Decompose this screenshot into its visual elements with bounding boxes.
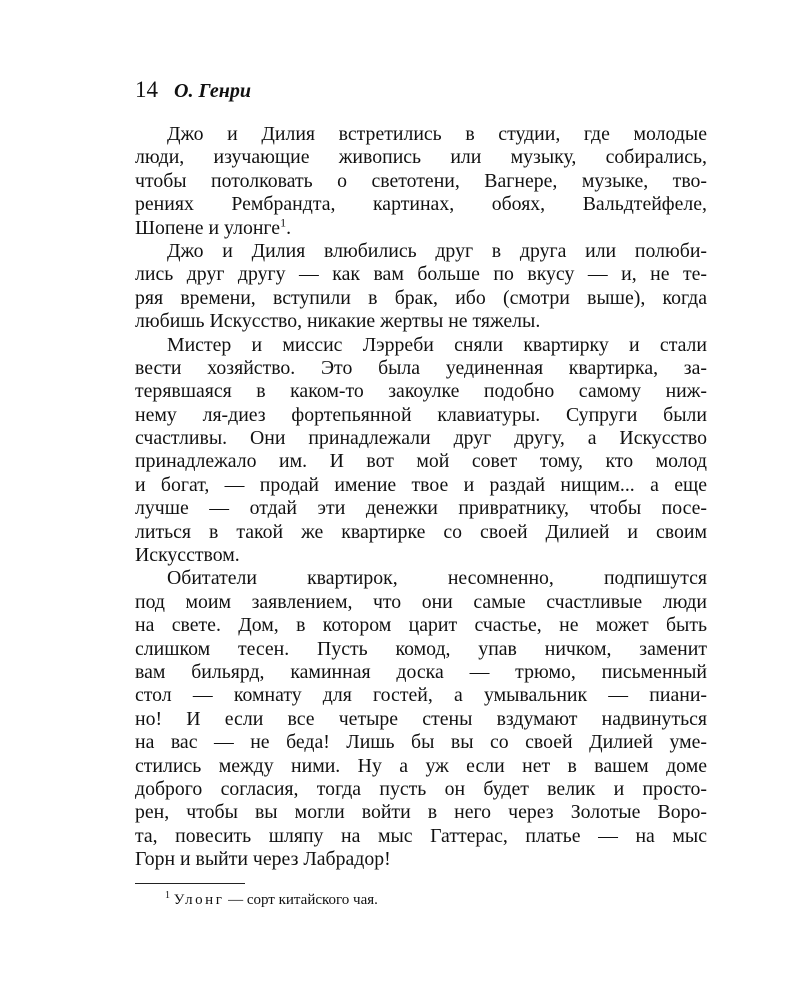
- text-line: лучше — отдай эти денежки привратнику, чтобы посе-: [135, 497, 707, 520]
- text-line: на вас — не беда! Лишь бы вы со своей Дилией уме-: [135, 731, 707, 754]
- text-line: Джо и Дилия встретились в студии, где молодые: [167, 123, 707, 145]
- text-line: Обитатели квартирок, несомненно, подпишутся: [167, 567, 707, 590]
- text-line: та, повесить шляпу на мыс Гаттерас, платье — на мыс: [135, 824, 707, 847]
- running-head: [135, 76, 251, 104]
- text-line: рениях Рембрандта, картинах, обоях, Вальдтейфеле,: [135, 193, 707, 216]
- text-line: но! И если все четыре стены вздумают надвинуться: [135, 707, 707, 730]
- text-line: любишь Искусство, никакие жертвы не тяжелы.: [135, 310, 541, 333]
- text-line: ряя времени, вступили в брак, ибо (смотри выше), когда: [135, 286, 707, 309]
- text-line: вам бильярд, каминная доска — трюмо, письменный: [135, 660, 707, 683]
- text-line: и богат, — продай имение твое и раздай нищим... а еще: [135, 473, 707, 496]
- text-line: под моим заявлением, что они самые счастливые люди: [135, 590, 707, 613]
- text-line: литься в такой же квартирке со своей Дилией и своим: [135, 520, 707, 543]
- text-line: стились между ними. Ну а уж если нет в вашем доме: [135, 754, 707, 777]
- text-line: счастливы. Они принадлежали друг другу, а Искусство: [135, 427, 707, 450]
- footnote-divider: [135, 883, 245, 884]
- author-name: О. Генри: [174, 80, 252, 102]
- text-line: рен, чтобы вы могли войти в него через Золотые Воро-: [135, 801, 707, 824]
- text-line: терявшаяся в каком-то закоулке подобно самому ниж-: [135, 380, 707, 403]
- text-line: нему ля-диез фортепьянной клавиатуры. Супруги были: [135, 403, 707, 426]
- footnote-term: Улонг: [173, 892, 225, 908]
- text-line: Джо и Дилия влюбились друг в друга или полюби-: [167, 239, 707, 262]
- text-line: Мистер и миссис Лэрреби сняли квартирку и стали: [167, 333, 707, 356]
- page-number: 14: [135, 77, 158, 102]
- text-line: чтобы потолковать о светотени, Вагнере, музыке, тво-: [135, 169, 707, 192]
- text-line: Искусством.: [135, 544, 240, 567]
- text-line: Шопене и улонге$^1$.: [135, 214, 292, 239]
- footnote-text: — сорт китайского чая.: [224, 892, 378, 908]
- footnote: [165, 890, 378, 910]
- text-line: на свете. Дом, в котором царит счастье, не может быть: [135, 614, 707, 637]
- footnote-marker: 1: [280, 214, 287, 229]
- text-line: лись друг другу — как вам больше по вкусу — и, не те-: [135, 263, 707, 286]
- text-line: вести хозяйство. Это была уединенная квартирка, за-: [135, 356, 707, 379]
- text-line: слишком тесен. Пусть комод, упав ничком, заменит: [135, 637, 707, 660]
- body-text: [135, 123, 707, 872]
- footnote-number: 1: [165, 890, 170, 901]
- text-line: стол — комнату для гостей, а умывальник — пиани-: [135, 684, 707, 707]
- text-line-content: Шопене и улонге: [135, 216, 281, 239]
- text-line: принадлежало им. И вот мой совет тому, кто молод: [135, 450, 707, 473]
- text-line: люди, изучающие живопись или музыку, собирались,: [135, 146, 707, 169]
- text-line: доброго согласия, тогда пусть он будет велик и просто-: [135, 777, 707, 800]
- text-line: Горн и выйти через Лабрадор!: [135, 848, 391, 871]
